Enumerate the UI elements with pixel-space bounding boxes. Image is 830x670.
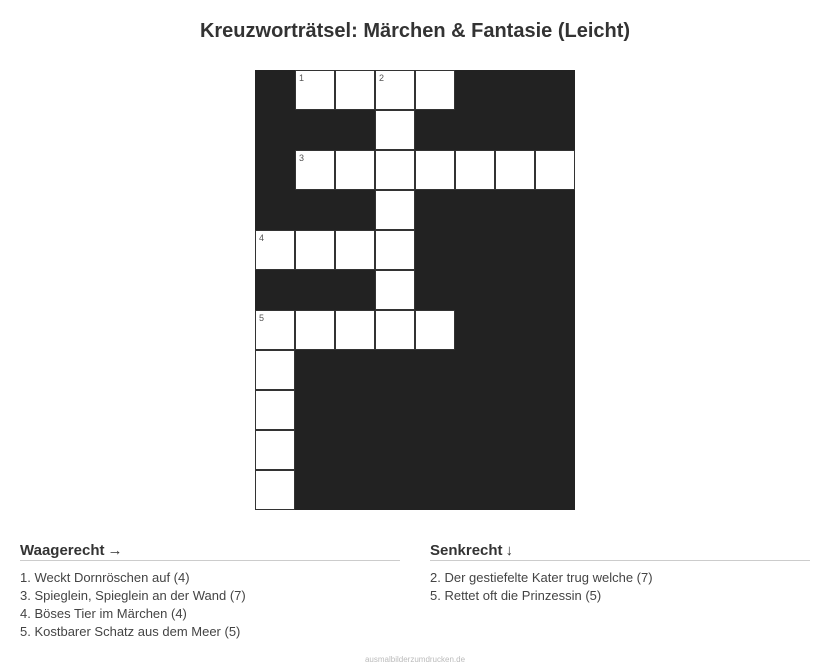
grid-cell[interactable]: [255, 230, 295, 270]
grid-cell[interactable]: [255, 350, 295, 390]
grid-cell[interactable]: [375, 110, 415, 150]
across-clues: [20, 542, 400, 641]
down-heading: [430, 542, 810, 561]
grid-cell[interactable]: [375, 70, 415, 110]
grid-cell[interactable]: [415, 310, 455, 350]
grid-cell[interactable]: [335, 150, 375, 190]
down-clue: 2. Der gestiefelte Kater trug welche (7): [430, 570, 653, 585]
grid-cell[interactable]: [295, 230, 335, 270]
grid-cell[interactable]: [295, 70, 335, 110]
down-heading-label: Senkrecht: [430, 542, 503, 559]
grid-cell[interactable]: [335, 310, 375, 350]
grid-cell[interactable]: [375, 310, 415, 350]
clue-number: 4: [259, 233, 265, 243]
grid-cell[interactable]: [335, 70, 375, 110]
grid-cell[interactable]: [295, 310, 335, 350]
across-clue: 3. Spieglein, Spieglein an der Wand (7): [20, 588, 246, 603]
crossword-grid: [255, 70, 575, 510]
clue-number: 3: [299, 153, 305, 163]
across-heading-label: Waagerecht: [20, 542, 105, 559]
clue-number: 5: [259, 313, 265, 323]
grid-cell[interactable]: [255, 310, 295, 350]
arrow-right-icon: →: [107, 542, 123, 559]
down-clues: [430, 542, 810, 605]
grid-cell[interactable]: [335, 230, 375, 270]
clue-number: 2: [379, 73, 385, 83]
grid-cell[interactable]: [375, 230, 415, 270]
across-heading: [20, 542, 400, 561]
grid-cell[interactable]: [495, 150, 535, 190]
grid-cell[interactable]: [375, 270, 415, 310]
page-title: Kreuzworträtsel: Märchen & Fantasie (Leicht): [199, 20, 631, 42]
grid-cell[interactable]: [255, 430, 295, 470]
across-clue: 1. Weckt Dornröschen auf (4): [20, 570, 190, 585]
grid-cell[interactable]: [415, 150, 455, 190]
grid-cell[interactable]: [455, 150, 495, 190]
grid-cell[interactable]: [375, 150, 415, 190]
arrow-down-icon: ↓: [505, 542, 514, 559]
grid-cell[interactable]: [535, 150, 575, 190]
across-clue: 4. Böses Tier im Märchen (4): [20, 606, 187, 621]
footer-credit: ausmalbilderzumdrucken.de: [364, 655, 466, 664]
across-clue: 5. Kostbarer Schatz aus dem Meer (5): [20, 624, 241, 639]
grid-cell[interactable]: [415, 70, 455, 110]
clue-number: 1: [299, 73, 305, 83]
down-clue: 5. Rettet oft die Prinzessin (5): [430, 588, 602, 603]
grid-cell[interactable]: [375, 190, 415, 230]
grid-cell[interactable]: [295, 150, 335, 190]
grid-cell[interactable]: [255, 390, 295, 430]
grid-cell[interactable]: [255, 470, 295, 510]
